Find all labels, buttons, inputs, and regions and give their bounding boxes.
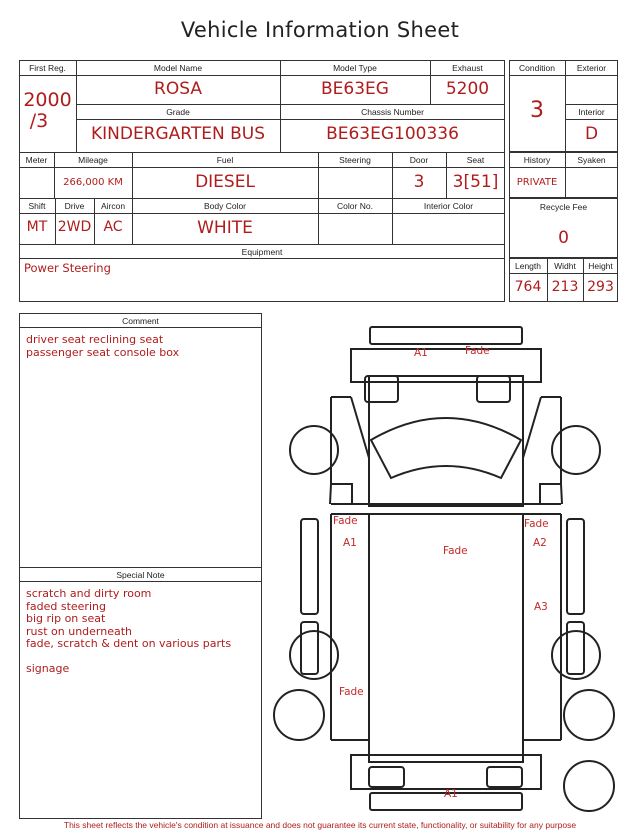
drive-value: 2WD [57, 219, 92, 235]
seat-value: 3[51] [452, 172, 499, 192]
exterior-label: Exterior [576, 63, 607, 73]
aircon-label: Aircon [100, 201, 126, 211]
disclaimer-footer: This sheet reflects the vehicle's condition at issuance and does not guarantee its current state, functionality, or suitability for any purpose [63, 820, 577, 830]
shift-label: Shift [28, 201, 46, 211]
model-type-label: Model Type [333, 63, 377, 73]
vehicle-damage-diagram [265, 318, 640, 818]
aircon-value: AC [103, 219, 123, 235]
length-value: 764 [514, 279, 542, 295]
history-value: PRIVATE [516, 177, 558, 188]
chassis-value: BE63EG100336 [326, 124, 459, 144]
first-reg-label: First Reg. [29, 63, 66, 73]
model-name-value: ROSA [154, 79, 202, 99]
color-no-label: Color No. [337, 201, 373, 211]
equipment-label: Equipment [241, 247, 283, 257]
equipment-value: Power Steering [24, 261, 111, 275]
mileage-value: 266,000 KM [63, 177, 123, 188]
meter-label: Meter [25, 155, 48, 165]
drive-label: Drive [64, 201, 85, 211]
door-label: Door [409, 155, 429, 165]
grade-value: KINDERGARTEN BUS [90, 124, 266, 144]
height-label: Height [588, 261, 613, 271]
diagram-mark-right-fade: Fade [524, 518, 549, 530]
width-label: Widht [554, 261, 576, 271]
width-value: 213 [551, 279, 579, 295]
recycle-fee-value: 0 [558, 228, 569, 248]
page-title: Vehicle Information Sheet [180, 18, 460, 42]
recycle-fee-label: Recycle Fee [539, 202, 588, 212]
diagram-mark-front-a1: A1 [414, 347, 428, 359]
interior-value: D [584, 124, 599, 144]
special-note-label: Special Note [116, 570, 165, 580]
diagram-mark-roof-fade: Fade [443, 545, 468, 557]
seat-label: Seat [466, 155, 485, 165]
diagram-mark-right-a3: A3 [534, 601, 548, 613]
interior-color-label: Interior Color [423, 201, 474, 211]
steering-label: Steering [339, 155, 371, 165]
syaken-label: Syaken [577, 155, 606, 165]
diagram-mark-left-fade: Fade [333, 515, 358, 527]
special-note-text: scratch and dirty room faded steering big rip on seat rust on underneath fade, scratch & dent on various parts signage [26, 587, 232, 675]
mileage-label: Mileage [78, 155, 108, 165]
diagram-mark-rear-left-fade: Fade [339, 686, 364, 698]
fuel-label: Fuel [216, 155, 234, 165]
diagram-mark-front-fade: Fade [465, 345, 490, 357]
comment-label: Comment [122, 316, 159, 326]
history-label: History [523, 155, 551, 165]
grade-label: Grade [166, 107, 190, 117]
shift-value: MT [26, 219, 48, 235]
body-color-label: Body Color [203, 201, 247, 211]
diagram-mark-rear-a1: A1 [444, 788, 458, 800]
chassis-label: Chassis Number [361, 107, 424, 117]
exhaust-label: Exhaust [452, 63, 483, 73]
condition-label: Condition [519, 63, 555, 73]
interior-label: Interior [578, 107, 605, 117]
exhaust-value: 5200 [445, 79, 490, 99]
condition-value: 3 [530, 98, 544, 123]
model-name-label: Model Name [153, 63, 203, 73]
comment-box [19, 313, 262, 819]
model-type-value: BE63EG [321, 79, 389, 99]
height-value: 293 [587, 279, 614, 295]
diagram-mark-left-a1: A1 [343, 537, 357, 549]
fuel-value: DIESEL [195, 172, 255, 192]
body-color-value: WHITE [197, 218, 253, 238]
diagram-mark-right-a2: A2 [533, 537, 547, 549]
door-value: 3 [413, 172, 425, 192]
length-label: Length [515, 261, 541, 271]
first-reg-year: 2000 [23, 89, 72, 111]
first-reg-month: /3 [29, 110, 49, 132]
comment-text: driver seat reclining seat passenger seat console box [26, 333, 180, 359]
